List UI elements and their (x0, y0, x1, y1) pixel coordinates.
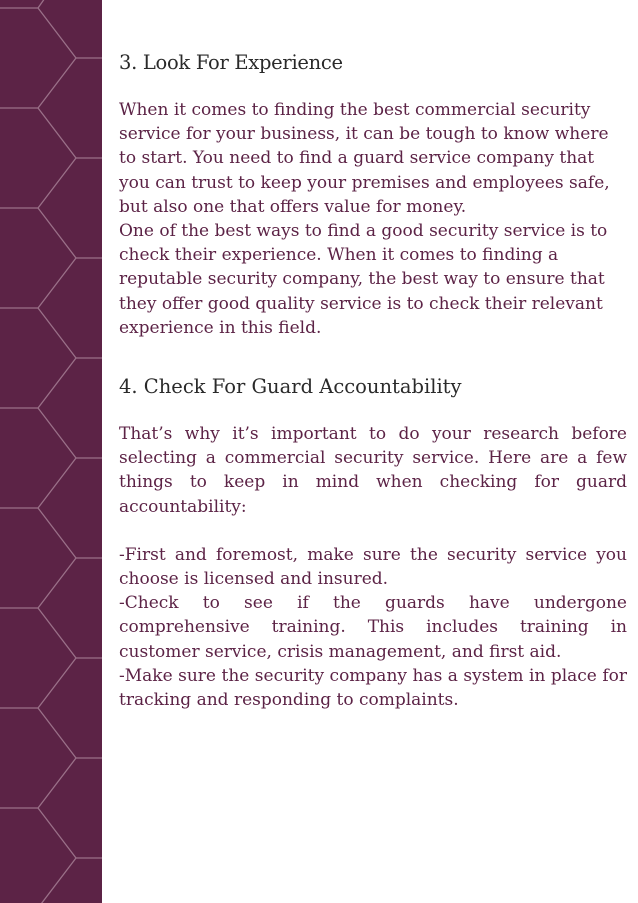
section-paragraph: That’s why it’s important to do your research before selecting a commercial security service. Here are a few things to keep in mind when checking for guard accountability: (119, 424, 627, 517)
list-item: -Check to see if the guards have undergone comprehensive training. This includes training in customer service, crisis management, and first aid. (119, 593, 627, 662)
list-item: -Make sure the security company has a system in place for tracking and responding to complaints. (119, 665, 627, 711)
section-paragraph: One of the best ways to find a good security service is to check their experience. When it comes to finding a reputable security company, the best way to ensure that they offer good quality service is to check their relevant experience in this field. (119, 221, 608, 338)
section-guard-accountability (119, 372, 627, 712)
hexagon-pattern (0, 0, 102, 903)
section-paragraph: When it comes to finding the best commercial security service for your business, it can be tough to know where to start. You need to find a guard service company that you can trust to keep your premises and employees safe, but also one that offers value for money. (119, 100, 610, 217)
section-look-for-experience (119, 48, 627, 340)
checklist (119, 543, 627, 712)
section-heading: 4. Check For Guard Accountability (119, 375, 462, 399)
section-heading: 3. Look For Experience (119, 51, 343, 74)
list-item: -First and foremost, make sure the security service you choose is licensed and insured. (119, 544, 627, 590)
document-body (119, 48, 627, 712)
decorative-side-band (0, 0, 102, 903)
